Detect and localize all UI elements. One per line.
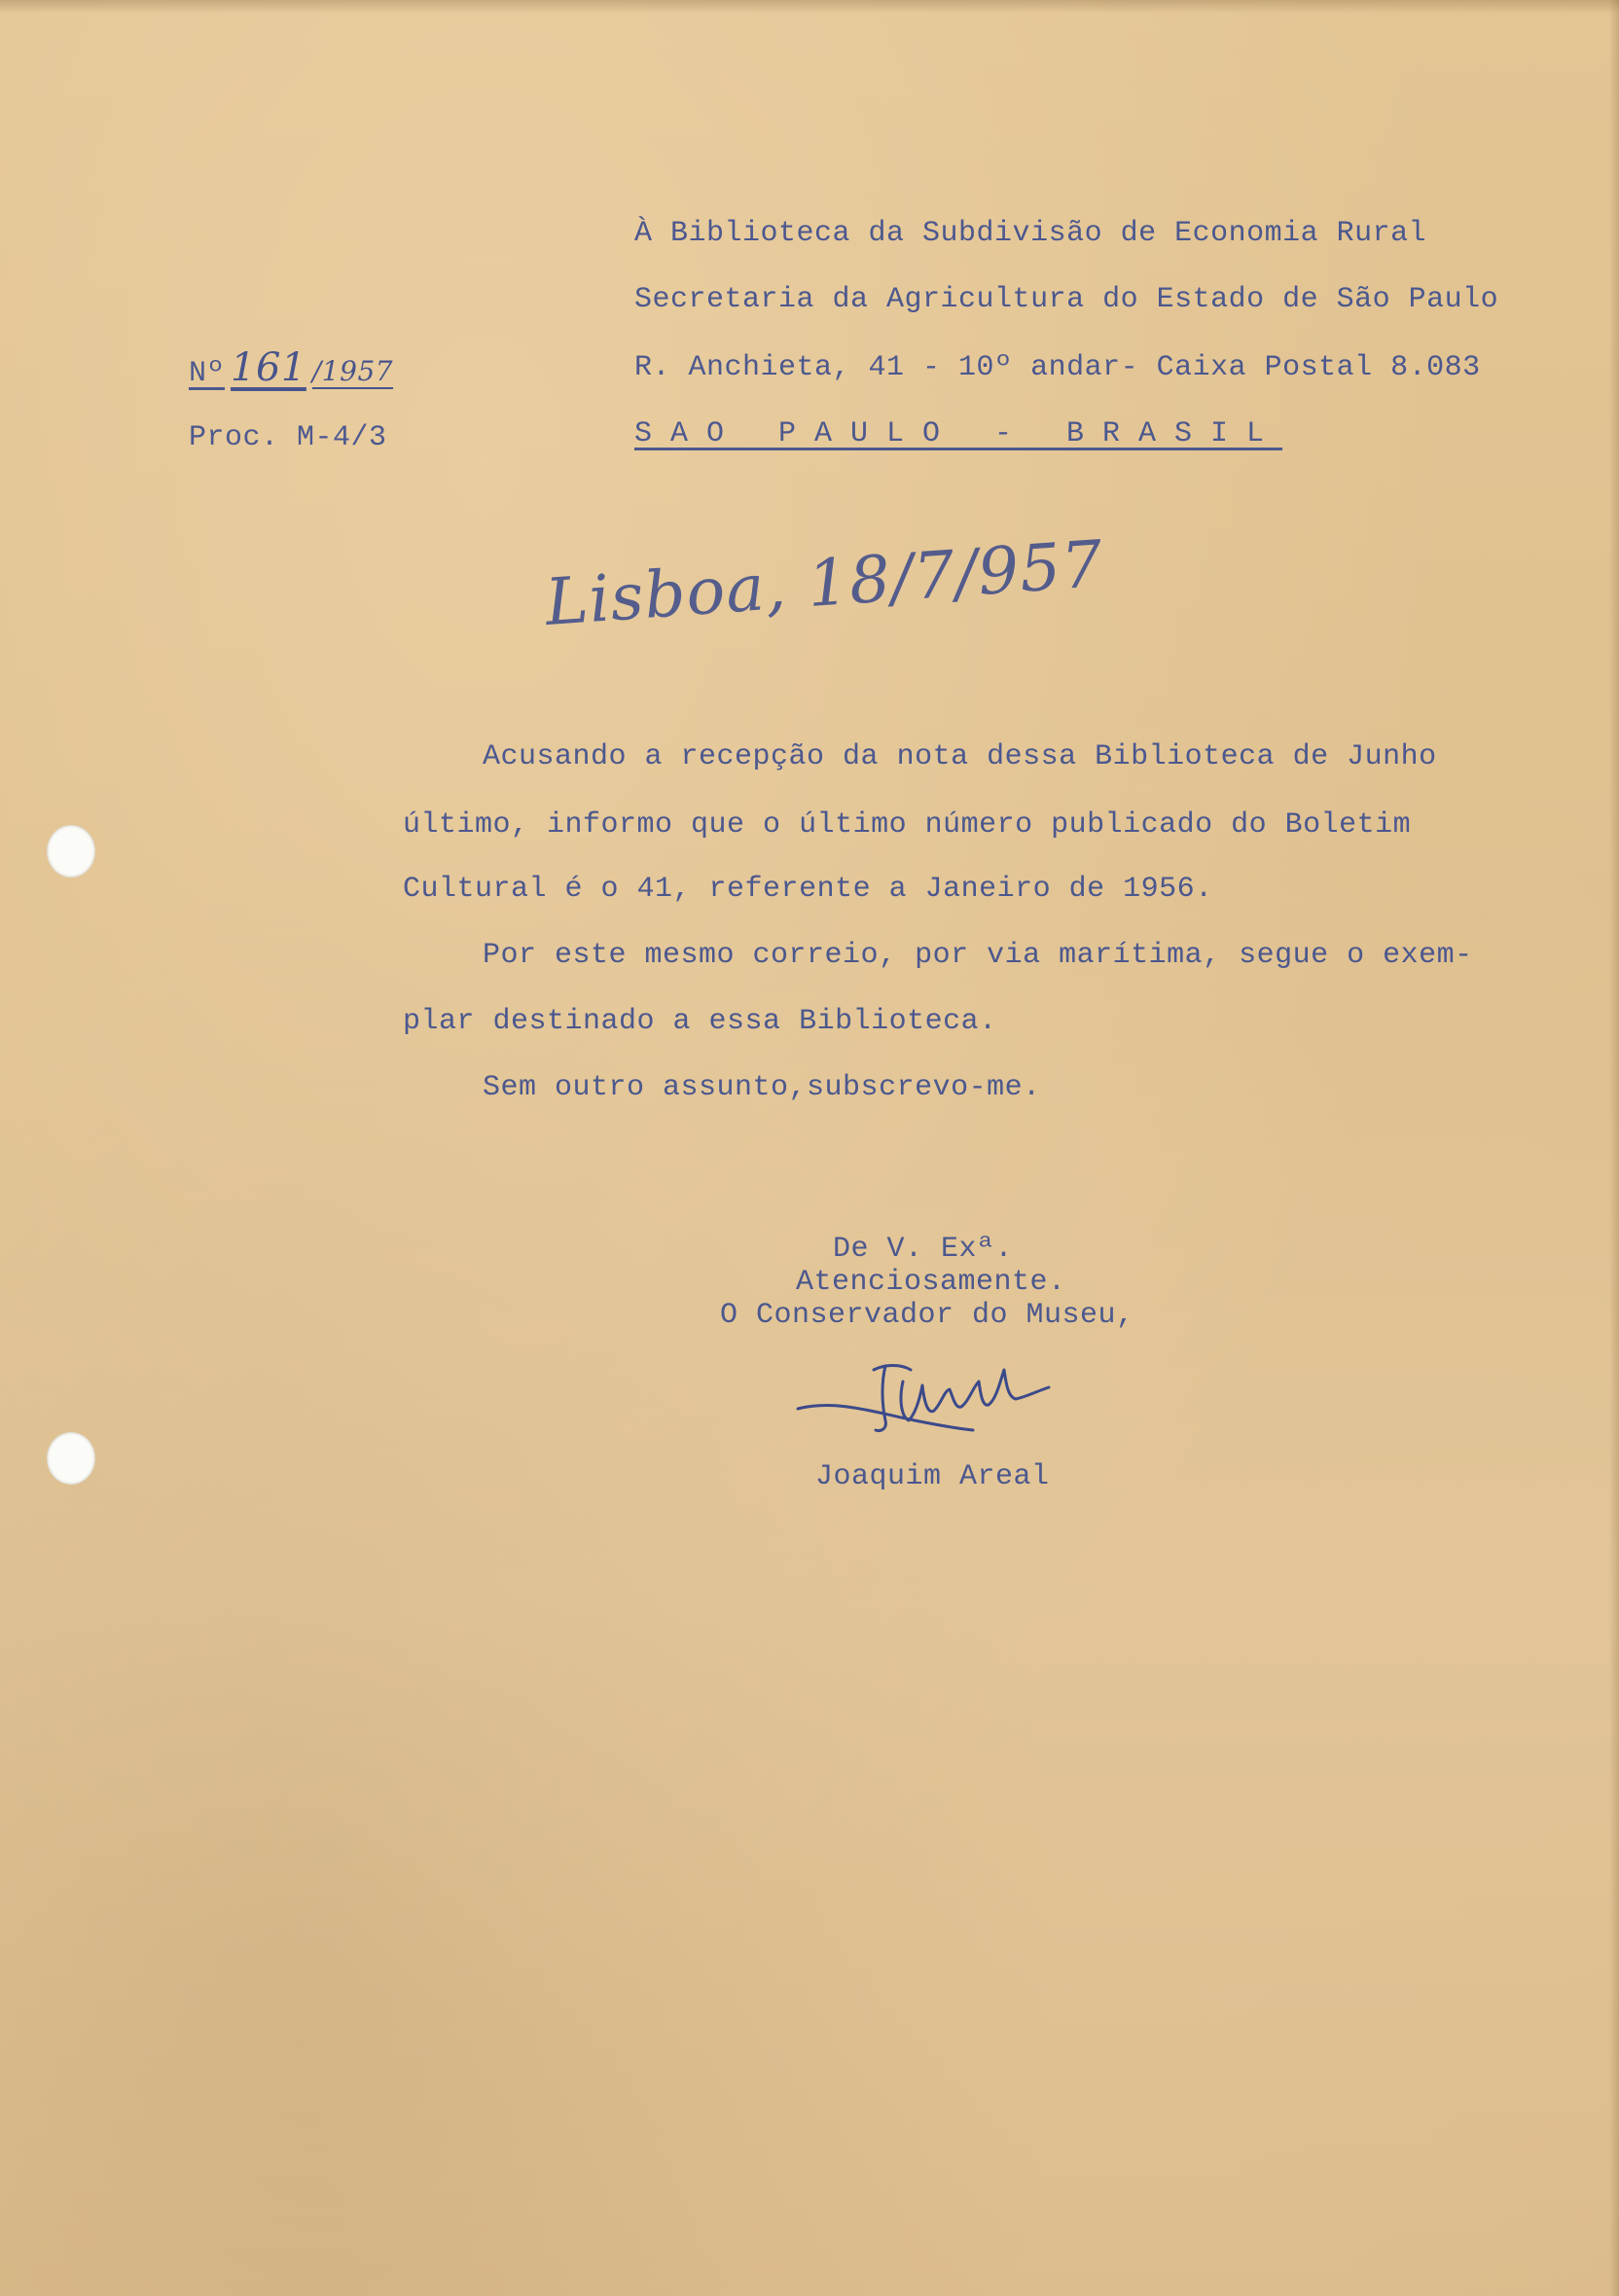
paper-right-edge: [1609, 0, 1619, 2296]
reference-number: [189, 345, 394, 391]
number-prefix: Nº: [189, 357, 226, 390]
handwritten-dateline: Lisboa, 18/7/957: [542, 526, 1106, 640]
handwritten-signature: [788, 1352, 1080, 1459]
paper-top-edge: [0, 0, 1619, 14]
number-year: /1957: [311, 355, 394, 387]
signatory-name: Joaquim Areal: [815, 1460, 1050, 1493]
punch-hole-upper: [47, 825, 95, 878]
body-p2-line-1: Por este mesmo correio, por via marítima, segue o exem-: [483, 939, 1473, 972]
recipient-line-1: À Biblioteca da Subdivisão de Economia Rural: [634, 217, 1427, 250]
body-p1-line-3: Cultural é o 41, referente a Janeiro de 1956.: [403, 873, 1213, 906]
body-p2-line-2: plar destinado a essa Biblioteca.: [403, 1005, 997, 1038]
process-reference: Proc. M-4/3: [189, 421, 387, 454]
closing-line-2: Atenciosamente.: [796, 1266, 1066, 1299]
closing-line-3: O Conservador do Museu,: [720, 1299, 1134, 1332]
recipient-line-3: R. Anchieta, 41 - 10º andar- Caixa Postal 8.083: [634, 351, 1481, 384]
closing-line-1: De V. Exª.: [833, 1233, 1014, 1266]
number-handwritten: 161: [231, 345, 306, 390]
recipient-line-2: Secretaria da Agricultura do Estado de São Paulo: [634, 283, 1499, 316]
punch-hole-lower: [47, 1432, 95, 1485]
recipient-line-4: SAO PAULO - BRASIL: [634, 417, 1283, 450]
body-p1-line-2: último, informo que o último número publicado do Boletim: [403, 808, 1412, 842]
body-p3-line-1: Sem outro assunto,subscrevo-me.: [483, 1071, 1041, 1104]
body-p1-line-1: Acusando a recepção da nota dessa Biblioteca de Junho: [483, 740, 1437, 773]
